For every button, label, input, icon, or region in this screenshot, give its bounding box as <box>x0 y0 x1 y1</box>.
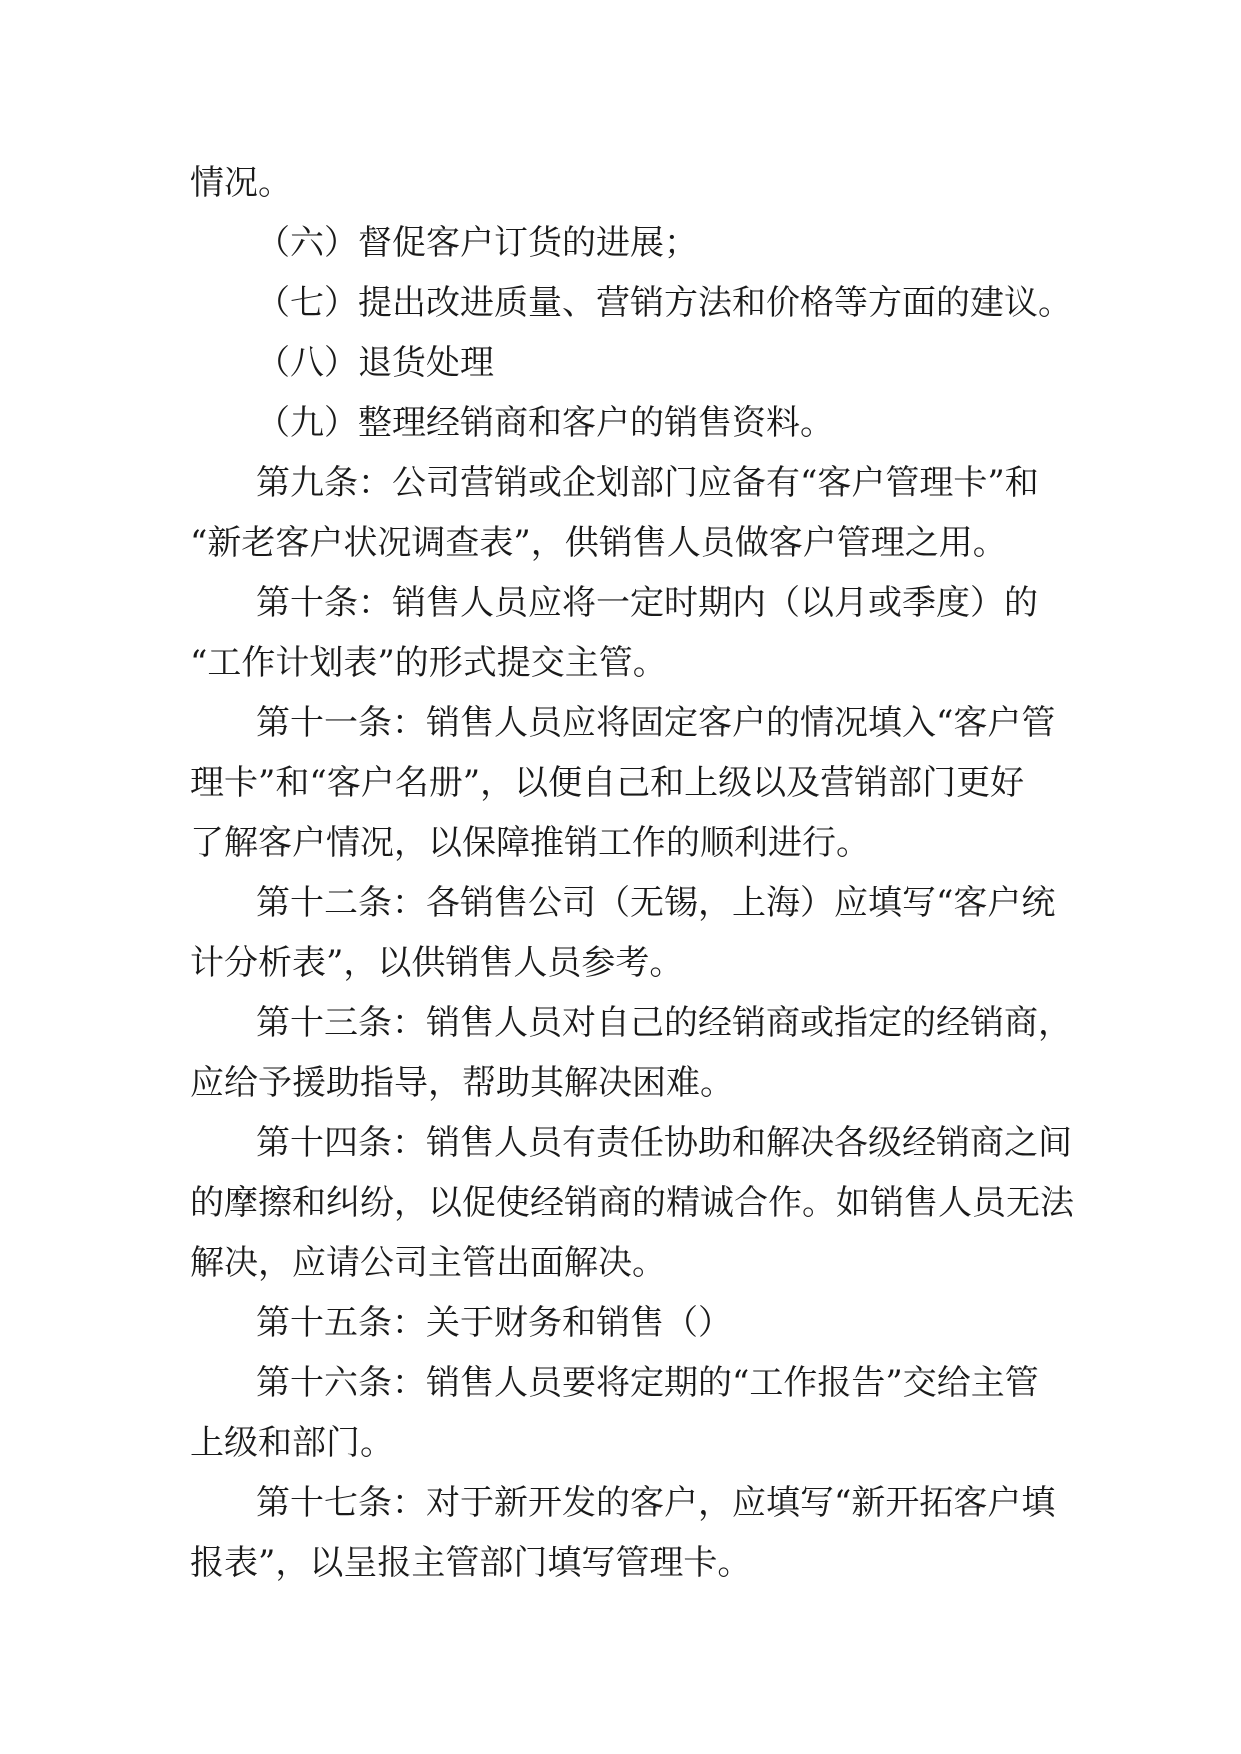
text-line: （八）退货处理 <box>256 343 494 383</box>
text-line: “工作计划表”的形式提交主管。 <box>190 643 667 683</box>
text-line: （七）提出改进质量、营销方法和价格等方面的建议。 <box>256 283 1072 323</box>
text-line: 情况。 <box>190 163 292 203</box>
text-line: （六）督促客户订货的进展； <box>256 223 698 263</box>
text-line: 第九条：公司营销或企划部门应备有“客户管理卡”和 <box>256 463 1039 503</box>
text-line: 第十四条：销售人员有责任协助和解决各级经销商之间 <box>256 1123 1072 1163</box>
text-line: 上级和部门。 <box>190 1423 394 1463</box>
text-line: 第十二条：各销售公司（无锡，上海）应填写“客户统 <box>256 883 1056 923</box>
text-line: 第十六条：销售人员要将定期的“工作报告”交给主管 <box>256 1363 1039 1403</box>
text-line: 第十七条：对于新开发的客户，应填写“新开拓客户填 <box>256 1483 1056 1523</box>
text-line: 第十三条：销售人员对自己的经销商或指定的经销商， <box>256 1003 1072 1043</box>
text-line: 第十一条：销售人员应将固定客户的情况填入“客户管 <box>256 703 1056 743</box>
text-line: 解决，应请公司主管出面解决。 <box>190 1243 666 1283</box>
text-line: 计分析表”，以供销售人员参考。 <box>190 943 684 983</box>
text-line: （九）整理经销商和客户的销售资料。 <box>256 403 834 443</box>
text-line: 报表”，以呈报主管部门填写管理卡。 <box>190 1543 752 1583</box>
text-line: 第十五条：关于财务和销售（） <box>256 1303 732 1343</box>
text-line: 理卡”和“客户名册”，以便自己和上级以及营销部门更好 <box>190 763 1025 803</box>
text-line: 了解客户情况，以保障推销工作的顺利进行。 <box>190 823 870 863</box>
text-line: 的摩擦和纠纷，以促使经销商的精诚合作。如销售人员无法 <box>190 1183 1074 1223</box>
text-line: 应给予援助指导，帮助其解决困难。 <box>190 1063 734 1103</box>
text-line: 第十条：销售人员应将一定时期内（以月或季度）的 <box>256 583 1038 623</box>
text-line: “新老客户状况调查表”，供销售人员做客户管理之用。 <box>190 523 1007 563</box>
